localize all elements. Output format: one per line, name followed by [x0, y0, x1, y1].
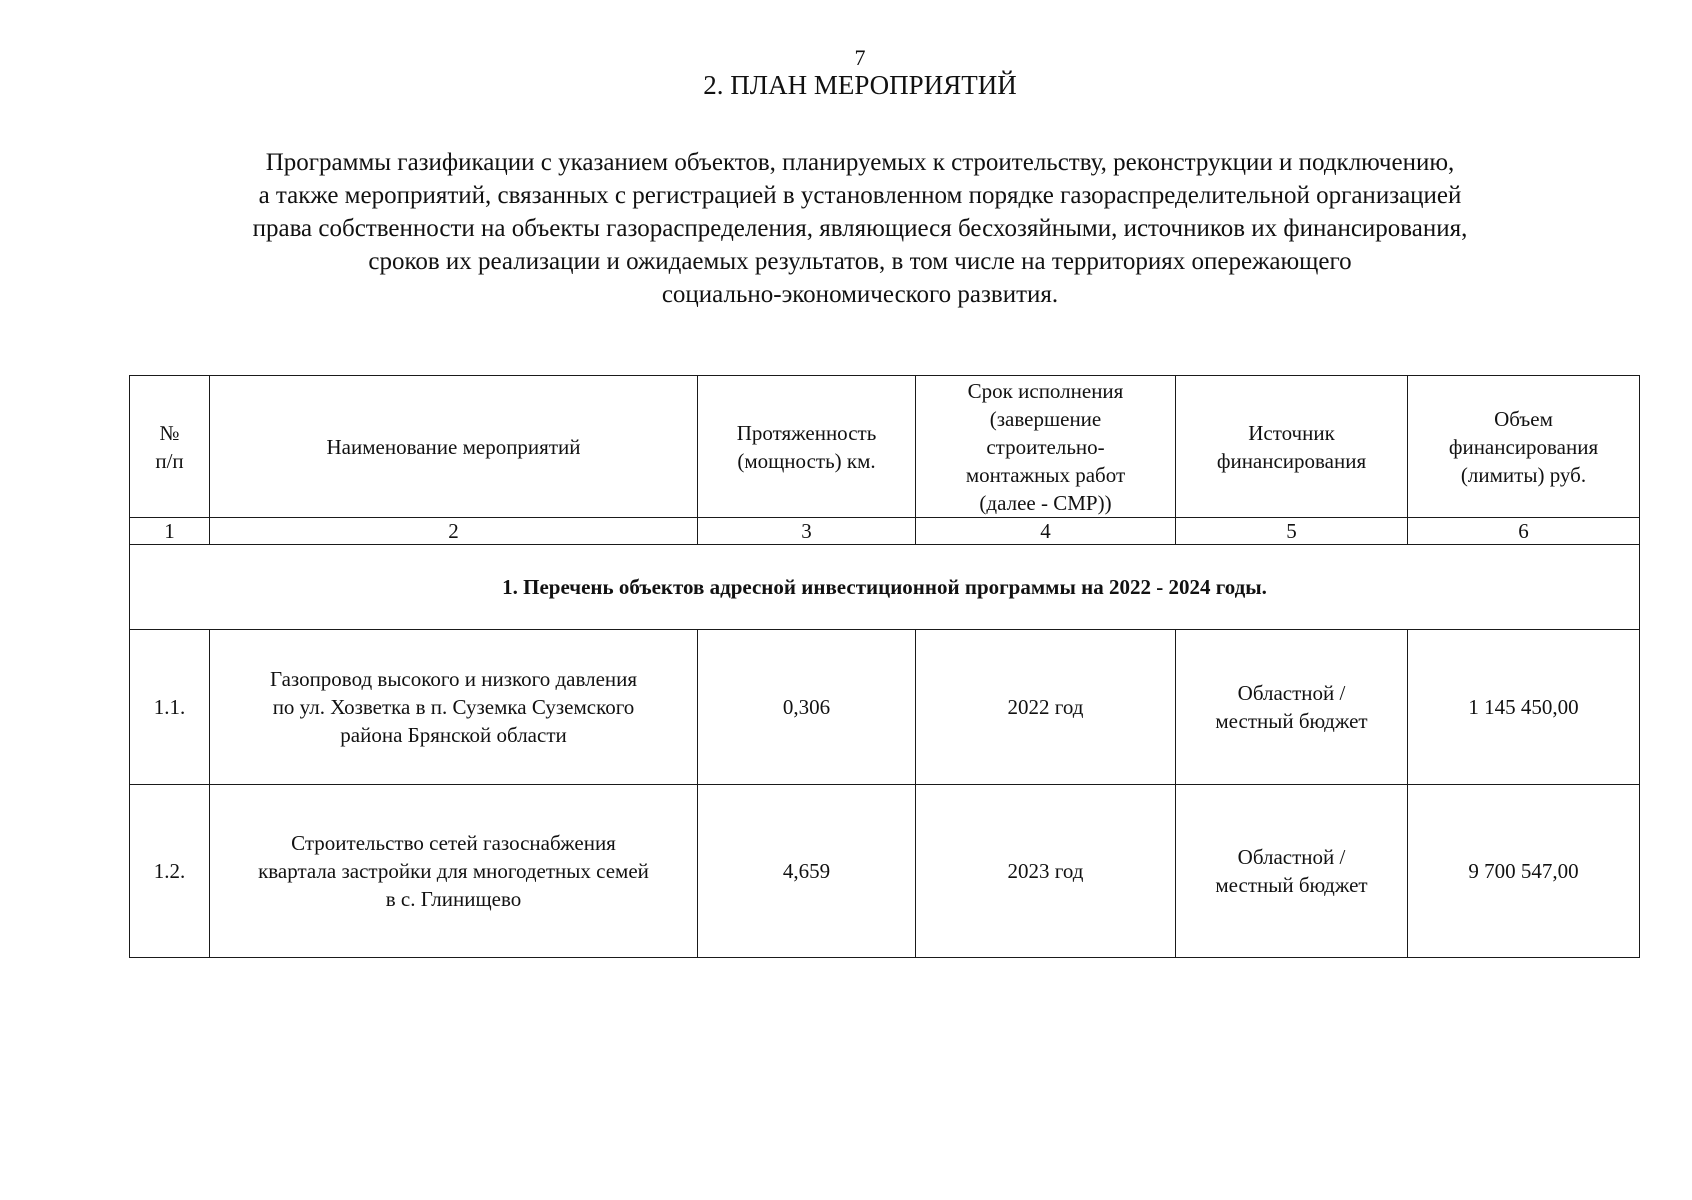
- header-number: [130, 376, 210, 518]
- row-name-line: в с. Глинищево: [385, 887, 522, 911]
- row-deadline: 2023 год: [916, 785, 1176, 958]
- row-length: 0,306: [698, 630, 916, 785]
- header-amount: [1408, 376, 1640, 518]
- header-line: Источник: [1248, 420, 1335, 445]
- header-line: (далее - СМР)): [979, 490, 1112, 515]
- column-number: 5: [1176, 518, 1408, 545]
- row-name: [210, 785, 698, 958]
- header-line: Протяженность: [736, 420, 877, 445]
- header-line: п/п: [155, 448, 184, 473]
- page-number: 7: [854, 45, 866, 70]
- header-line: финансирования: [1448, 434, 1599, 459]
- row-name-line: Газопровод высокого и низкого давления: [269, 667, 638, 691]
- row-number: 1.1.: [130, 630, 210, 785]
- header-deadline: [916, 376, 1176, 518]
- subtitle-line: сроков их реализации и ожидаемых результатов, в том числе на территориях опережающего: [368, 248, 1352, 275]
- table-header-row: [130, 376, 1640, 518]
- column-number: 3: [698, 518, 916, 545]
- row-name-line: Строительство сетей газоснабжения: [291, 831, 616, 855]
- row-source-line: местный бюджет: [1215, 709, 1368, 733]
- header-line: монтажных работ: [965, 462, 1126, 487]
- subtitle-line: а также мероприятий, связанных с регистрацией в установленном порядке газораспределительной организацией: [258, 182, 1462, 209]
- table-row: [130, 785, 1640, 958]
- subtitle-line: социально-экономического развития.: [661, 281, 1059, 308]
- section-title: 1. Перечень объектов адресной инвестиционной программы на 2022 - 2024 годы.: [130, 545, 1640, 630]
- subtitle: [150, 146, 1570, 311]
- header-line: (лимиты) руб.: [1460, 462, 1587, 487]
- row-source-line: Областной /: [1237, 845, 1346, 869]
- row-source: [1176, 630, 1408, 785]
- header-name: [210, 376, 698, 518]
- header-source: [1176, 376, 1408, 518]
- header-line: (завершение: [989, 406, 1102, 431]
- row-name-line: по ул. Хозветка в п. Суземка Суземского: [272, 695, 635, 719]
- subtitle-line: Программы газификации с указанием объектов, планируемых к строительству, реконструкции и подключению,: [265, 149, 1455, 176]
- column-number: 2: [210, 518, 698, 545]
- column-number: 4: [916, 518, 1176, 545]
- section-row: [130, 545, 1640, 630]
- row-source: [1176, 785, 1408, 958]
- row-name-line: квартала застройки для многодетных семей: [258, 859, 649, 883]
- header-line: финансирования: [1216, 448, 1367, 473]
- row-name: [210, 630, 698, 785]
- subtitle-line: права собственности на объекты газораспределения, являющиеся бесхозяйными, источников их финансирования,: [252, 215, 1468, 242]
- header-line: (мощность) км.: [737, 448, 876, 473]
- header-line: строительно-: [986, 434, 1105, 459]
- header-length: [698, 376, 916, 518]
- table-row: [130, 630, 1640, 785]
- header-line: Объем: [1494, 406, 1553, 431]
- row-length: 4,659: [698, 785, 916, 958]
- row-amount: 1 145 450,00: [1408, 630, 1640, 785]
- row-source-line: местный бюджет: [1215, 873, 1368, 897]
- column-number: 1: [130, 518, 210, 545]
- row-source-line: Областной /: [1237, 681, 1346, 705]
- row-name-line: района Брянской области: [340, 723, 567, 747]
- column-number: 6: [1408, 518, 1640, 545]
- page-title: 2. ПЛАН МЕРОПРИЯТИЙ: [703, 70, 1017, 100]
- plan-table: [129, 375, 1640, 958]
- header-line: Наименование мероприятий: [326, 434, 581, 459]
- row-deadline: 2022 год: [916, 630, 1176, 785]
- header-line: №: [159, 420, 180, 445]
- row-number: 1.2.: [130, 785, 210, 958]
- row-amount: 9 700 547,00: [1408, 785, 1640, 958]
- column-number-row: [130, 518, 1640, 545]
- header-line: Срок исполнения: [967, 378, 1124, 403]
